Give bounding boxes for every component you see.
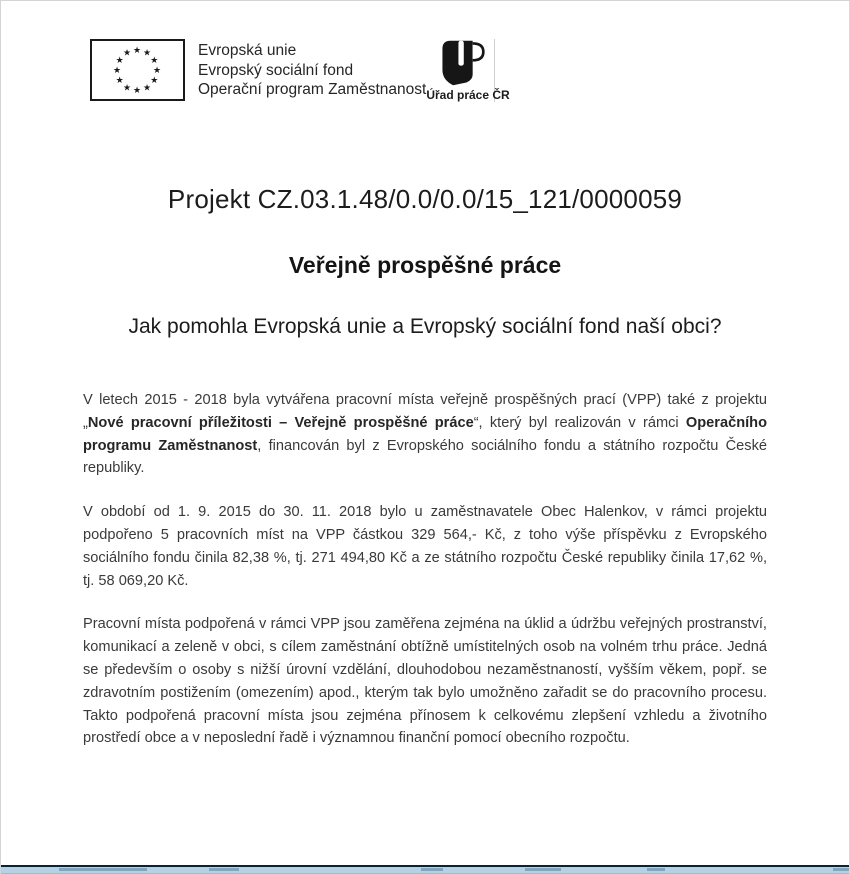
svg-text:★: ★ [150, 56, 159, 66]
body-text [83, 389, 767, 750]
eu-program-text [198, 39, 426, 100]
urad-prace-logo [426, 39, 510, 102]
body-paragraph-1: V letech 2015 - 2018 byla vytvářena pracovní místa veřejně prospěšných prací (VPP) také z projektu „Nové pracovní příležitosti – Veřejně prospěšné práce“, který byl realizován v rámci Operačního programu Zaměstnanost, financován byl z Evropského sociálního fondu a státního rozpočtu České republiky. [83, 392, 767, 477]
urad-prace-monogram-icon [438, 39, 486, 87]
taskbar-edge-strip [1, 867, 849, 874]
svg-text:★: ★ [132, 86, 142, 96]
svg-text:★: ★ [142, 83, 152, 94]
svg-text:★: ★ [142, 48, 152, 59]
svg-text:★: ★ [115, 56, 124, 66]
svg-text:★: ★ [115, 76, 124, 86]
body-paragraph-3: Pracovní místa podpořená v rámci VPP jsou zaměřena zejména na úklid a údržbu veřejných prostranství, komunikací a zeleně v obci, s cílem zaměstnání obtížně umístitelných osob na volném trhu práce. Jedná se především o osoby s nižší úrovní vzdělání, dlouhodobou nezaměstnaností, vyšším věkem, popř. se zdravotním postižením (omezením) apod., kterým tak bylo umožněno zařadit se do pracovního procesu. Takto podpořená pracovní místa jsou zejména přínosem k celkovému zlepšení vzhledu a životního prostředí obce a v neposlední řadě i významnou finanční pomocí obecního rozpočtu. [83, 616, 767, 747]
svg-text:★: ★ [122, 83, 132, 94]
body-paragraph-2: V období od 1. 9. 2015 do 30. 11. 2018 bylo u zaměstnavatele Obec Halenkov, v rámci projektu podpořeno 5 pracovních míst na VPP částkou 329 564,- Kč, z toho výše příspěvku z Evropského sociálního fondu činila 82,38 %, tj. 271 494,80 Kč a ze státního rozpočtu České republiky činila 17,62 %, tj. 58 069,20 Kč. [83, 504, 767, 589]
svg-text:★: ★ [122, 48, 132, 59]
eu-line-2: Evropský sociální fond [198, 61, 354, 79]
document-header [90, 39, 510, 102]
svg-text:★: ★ [132, 46, 142, 56]
document-heading: Veřejně prospěšné práce [288, 252, 562, 278]
svg-text:★: ★ [150, 76, 159, 86]
taskbar-edge [1, 865, 849, 874]
project-title: Projekt CZ.03.1.48/0.0/0.0/15_121/0000059 [167, 184, 683, 214]
eu-line-3: Operační program Zaměstnanost [198, 81, 427, 98]
document-subtitle: Jak pomohla Evropská unie a Evropský sociální fond naší obci? [128, 315, 722, 338]
urad-prace-label: Úřad práce ČR [426, 88, 510, 102]
eu-flag-icon [90, 39, 185, 106]
eu-line-1: Evropská unie [198, 42, 297, 59]
svg-text:★: ★ [152, 66, 162, 76]
svg-text:★: ★ [112, 66, 122, 76]
